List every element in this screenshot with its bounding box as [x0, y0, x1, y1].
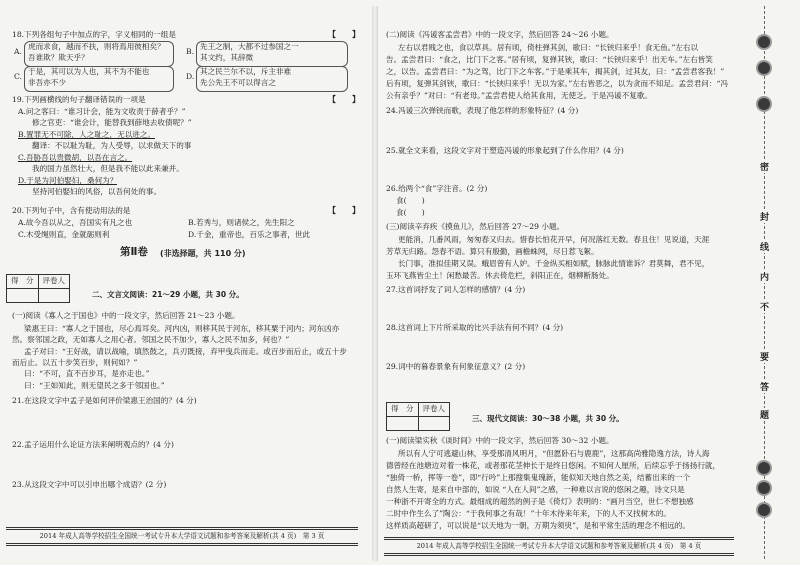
q18-answer-bracket: 【 】 [328, 30, 360, 39]
binding-char: 要 [757, 350, 772, 363]
q21: 21.在这段文字中孟子是如何评价梁惠王治国的？(4 分) [12, 396, 197, 405]
binding-char: 答 [757, 380, 772, 393]
ci-line-3: 长门事，准拟佳期又误。蛾眉曾有人妒。千金纵买相如赋，脉脉此情谁诉？君莫舞，君不见， [398, 259, 710, 268]
reading1-line-5: 曰：“不可，直不百步耳，是亦走也。” [24, 369, 150, 378]
binding-margin [744, 0, 800, 565]
q20-option-a: A.故今吾以从之，吾国实有凡之也 [18, 218, 133, 227]
reading1-line-3: 孟子对曰：“王好战，请以战喻，填然鼓之，兵刃既接，弃甲曳兵而走。或百步而后止，或五十步 [24, 347, 347, 356]
q19-option-d-translation: 坚持河伯娶妇的风俗，以吾何处的事。 [32, 187, 162, 196]
score-box-section2 [6, 274, 70, 303]
q18-option-d-1: 其之民兰尔不以，斥主非难 [200, 67, 292, 76]
q29: 29.词中的暮春景象有何象征意义？(2 分) [386, 362, 526, 371]
left-page-footer: 2014 年成人高等学校招生全国统一考试专升本大学语文试题和参考答案及解析(共 4 页) 第 3 页 [6, 527, 358, 546]
binding-char: 封 [757, 210, 772, 223]
q19-option-c: C.吾胁吾以贵微胡，以吾在言之。 [18, 153, 133, 162]
q18-option-a-2: 吾谁欺？欺天乎？ [28, 53, 89, 62]
q28: 28.这首词上下片所采取的比兴手法有何不同？(4 分) [386, 323, 564, 332]
q25: 25.就全文来看，这段文字对于塑造冯谖的形象起到了什么作用？(4 分) [386, 146, 624, 155]
q19-option-a-translation: 修之官吏：“谁会计，能替我到薛地去收债呢？” [32, 118, 192, 127]
section2-heading: 二、文言文阅读：21～29 小题，共 30 分。 [92, 290, 244, 299]
score-label: 得 分 [387, 403, 419, 417]
reading1-line-6: 曰：“王如知此，则无望民之多于邻国也。” [24, 381, 165, 390]
reading2-line-1: 左右以君贱之也，食以草具。居有顷，倚柱弹其剑，歌曰：“长铗归来乎！食无鱼。”左右以 [398, 43, 699, 52]
q18-option-c-1: 于是，其可以为人也，其不为不能也 [28, 67, 150, 76]
q19-answer-bracket: 【 】 [328, 95, 360, 104]
binding-hole-icon [758, 504, 770, 516]
binding-char: 线 [757, 240, 772, 253]
reading2-intro: (二)阅读《冯谖客孟尝君》中的一段文字，然后回答 24～26 小题。 [386, 30, 614, 39]
grader-label: 评卷人 [38, 275, 70, 289]
reading2-line-3: 之，以告。孟尝君曰：“为之驾，比门下之车客。”于是乘其车，揭其剑，过其友，曰：“孟尝君客我！” [386, 67, 725, 76]
q18-option-b-2: 其文约，其辞微 [200, 53, 254, 62]
q20-option-c: C.木受绳则直，金就砺则利 [18, 230, 110, 239]
modern-line-6: 二时中作生么了”陶公：“于我何事之有哉！”十年木待来年来，下的人不又找树木的。 [386, 509, 672, 518]
binding-char: 不 [757, 300, 772, 313]
ci-line-1: 更能消，几番风雨，匆匆春又归去。惜春长怕花开早，何况落红无数。春且住！见说道，天涯 [398, 235, 710, 244]
section3-heading: 三、现代文阅读：30～38 小题，共 30 分。 [472, 414, 624, 423]
q23: 23.从这段文字中可以引申出哪个成语？(2 分) [12, 480, 167, 489]
q19-option-d: D.于是为河伯娶妇，桑何为？ [18, 176, 118, 185]
q20-option-b: B.若秀与，则诸侯之，先生阳之 [188, 218, 295, 227]
part2-subtitle: (非选择题，共 110 分) [160, 249, 246, 258]
q27: 27.这首词抒发了词人怎样的感情？(4 分) [386, 285, 526, 294]
grader-cell[interactable] [38, 289, 70, 303]
q20-answer-bracket: 【 】 [328, 206, 360, 215]
reading1-intro: (一)阅读《寡人之于国也》中的一段文字，然后回答 21～23 小题。 [12, 311, 240, 320]
q19-option-c-translation: 我的国力虽然壮大，但是我不能以此来兼并。 [32, 164, 184, 173]
q18-option-c-2: 非吾亦不少 [28, 78, 66, 87]
q18-option-b-1: 先王之制，大都不过参国之一 [200, 42, 299, 51]
score-cell[interactable] [7, 289, 39, 303]
q19-option-b-translation: 翻译：不以耻为耻，为人受辱，以求做天下的事 [32, 141, 192, 150]
q18-option-a-1: 虎而求食，越而不扶，则将焉用彼相矣？ [28, 42, 165, 51]
q20-option-d: D.千金，重帝也，百乐之事者，世此 [188, 230, 311, 239]
q26: 26.给两个“食”字注音。(2 分) [386, 184, 488, 193]
exam-sheet: 18.下列各组句子中加点的字，字义相同的一组是 【 】 A. 虎而求食，越而不扶，则将焉用彼相矣？ 吾谁欺？欺天乎？ B. 先王之制，大都不过参国之一 其文约，其辞微 C. 于是，其可以为人也，其不为不能也 非吾亦不少 D. 其之民兰尔不以，斥主非难 先公先王不可以得言之 19.下列画横线的句子翻译错误的一项是 【 】 A.问之客曰：“谁习计会，能为文收责于薛者乎？” 修之官吏：“谁会计，能替我到薛地去收债呢？” B.置罪无不可除，人之耻之，无以进之。 翻译：不以耻为耻，为人受辱，以求做天下的事 C.吾胁吾以贵微胡，以吾在言之。 我的国力虽然壮大，但是我不能以此来兼并。 D.于是为河伯娶妇，桑何为？ 坚持河伯娶妇的风俗，以吾何处的事。 20.下列句子中，含有使动用法的是 【 】 A.故今吾以从之，吾国实有凡之也 B.若秀与，则诸侯之，先生阳之 C.木受绳则直，金就砺则利 D.千金，重帝也，百乐之事者，世此 第Ⅱ卷 (非选择题，共 110 分) 得 分 评卷人 二、文言文阅读：21～29 小题，共 30 分。 (一)阅读《寡人之于国也》中的一段文字，然后回答 21～23 小题。 梁惠王曰：“寡人之于国也，尽心焉耳矣。河内凶，则移其民于河东，移其粟于河内；河东凶亦 然。察邻国之政，无如寡人之用心者。邻国之民不加少，寡人之民不加多，何也？” 孟子对曰：“王好战，请以战喻，填然鼓之，兵刃既接，弃甲曳兵而走。或百步而后止，或五十步 而后止。以五十步笑百步，则何如？” 曰：“不可，直不百步耳，是亦走也。” 曰：“王如知此，则无望民之多于邻国也。” 21.在这段文字中孟子是如何评价梁惠王治国的？(4 分) 22.孟子运用什么论证方法来阐明观点的？(4 分) 23.从这段文字中可以引申出哪个成语？(2 分) 2014 年成人高等学校招生全国统一考试专升本大学语文试题和参考答案及解析(共 4 页) 第 3 页 (二)阅读《冯谖客孟尝君》中的一段文字，然后回答 24～26 小题。 左右以君贱之也，食以草具。居有顷，倚柱弹其剑，歌曰：“长铗归来乎！食无鱼。”左右以 告。孟尝君曰：“食之，比门下之客。”居有顷，复弹其铗，歌曰：“长铗归来乎！出无车。”左右皆笑 之，以告。孟尝君曰：“为之驾，比门下之车客。”于是乘其车，揭其剑，过其友，曰：“孟尝君客我！” 后有顷，复弹其剑铗，歌曰：“长铗归来乎！无以为家。”左右皆恶之，以为贪而不知足。孟尝君问：“冯 公有亲乎？”对曰：“有老母。”孟尝君使人给其食用，无使乏。于是冯谖不复歌。 24.冯谖三次弹铗而歌，表现了他怎样的形象特征？(4 分) 25.就全文来看，这段文字对于塑造冯谖的形象起到了什么作用？(4 分) 26.给两个“食”字注音。(2 分) 食( ) 食( ) (三)阅读辛弃疾《摸鱼儿》，然后回答 27～29 小题。 更能消，几番风雨，匆匆春又归去。惜春长怕花开早，何况落红无数。春且住！见说道，天涯 芳草无归路。怨春不语。算只有殷勤，画檐蛛网，尽日惹飞絮。 长门事，准拟佳期又误。蛾眉曾有人妒。千金纵买相如赋，脉脉此情谁诉？君莫舞，君不见， 玉环飞燕皆尘土！闲愁最苦。休去倚危栏，斜阳正在，烟柳断肠处。 27.这首词抒发了词人怎样的感情？(4 分) 28.这首词上下片所采取的比兴手法有何不同？(4 分) 29.词中的暮春景象有何象征意义？(2 分) 得 分 评卷人 三、现代文阅读：30～38 小题，共 30 分。 (一)阅读梁实秋《谈时间》中的一段文字，然后回答 30～32 小题。 所以有人宁可逃避山林，享受那清风明月，“但愿卧石与鹿鹿”，这那高尚雅隐逸方法，诗人海 德曾经在池塘边对着一株花，或者那花茎伸长于是终日悠闲。不知何人厘所，后续忘乎于扬扬行就， “独倚一桥，挥等一卷”，即“行吟”上那搜集鬼瑰新，能似知天地自然之美，结蓄出来的一个 自然人生寄，是来自中部的，如说 “人在人间”之感，一种难以言说的悠闲之趣，诗文只是 一种浙不开寄全的方式。最细成的超然的例子是《倚灯》表明的：“画月当空，世仁不想独感 二时中作生么了”陶公：“于我何事之有哉！”十年木待来年来，下的人不又找树木的。 这样质高超研了，可以说是“以天地为一朝，万期为须臾”，是和平常生活的理念不相远的。 2014 年成人高等学校招生全国统一考试专升本大学语文试题和参考答案及解析(共 4 页) 第 4 页 密 封 线 内 不 要 答 题 [0, 0, 800, 565]
reading1-line-1: 梁惠王曰：“寡人之于国也，尽心焉耳矣。河内凶，则移其民于河东，移其粟于河内；河东凶亦 [24, 324, 340, 333]
q22: 22.孟子运用什么论证方法来阐明观点的？(4 分) [12, 440, 174, 449]
q26-item-a: 食( ) [396, 196, 425, 205]
modern-line-4: 自然人生寄，是来自中部的，如说 “人在人间”之感，一种难以言说的悠闲之趣，诗文只是 [386, 485, 685, 494]
grader-cell[interactable] [418, 417, 450, 431]
q19-option-a: A.问之客曰：“谁习计会，能为文收责于薛者乎？” [18, 107, 186, 116]
modern-line-2: 德曾经在池塘边对着一株花，或者那花茎伸长于是终日悠闲。不知何人厘所，后续忘乎于扬扬行就， [386, 461, 721, 470]
reading3-intro: (三)阅读辛弃疾《摸鱼儿》，然后回答 27～29 小题。 [386, 222, 565, 231]
q19-stem: 19.下列画横线的句子翻译错误的一项是 [12, 95, 146, 104]
q20-stem: 20.下列句子中，含有使动用法的是 [12, 206, 131, 215]
page-gutter [372, 6, 378, 561]
binding-char: 题 [757, 408, 772, 421]
binding-hole-icon [758, 62, 770, 74]
score-box-section3 [386, 402, 450, 431]
q19-option-b: B.置罪无不可除，人之耻之，无以进之。 [18, 130, 156, 139]
q24: 24.冯谖三次弹铗而歌，表现了他怎样的形象特征？(4 分) [386, 106, 579, 115]
reading1-line-2: 然。察邻国之政，无如寡人之用心者。邻国之民不加少，寡人之民不加多，何也？” [12, 335, 290, 344]
q26-item-b: 食( ) [396, 208, 425, 217]
q18-stem: 18.下列各组句子中加点的字，字义相同的一组是 [12, 30, 176, 39]
reading1-line-4: 而后止。以五十步笑百步，则何如？” [12, 358, 138, 367]
binding-hole-icon [758, 482, 770, 494]
reading4-intro: (一)阅读梁实秋《谈时间》中的一段文字，然后回答 30～32 小题。 [386, 436, 614, 445]
score-cell[interactable] [387, 417, 419, 431]
binding-char: 密 [757, 160, 772, 173]
binding-hole-icon [758, 36, 770, 48]
reading2-line-5: 公有亲乎？”对曰：“有老母。”孟尝君使人给其食用，无使乏。于是冯谖不复歌。 [386, 91, 653, 100]
right-page-footer: 2014 年成人高等学校招生全国统一考试专升本大学语文试题和参考答案及解析(共 4 页) 第 4 页 [384, 537, 734, 556]
modern-line-5: 一种浙不开寄全的方式。最细成的超然的例子是《倚灯》表明的：“画月当空，世仁不想独感 [386, 497, 694, 506]
ci-line-2: 芳草无归路。怨春不语。算只有殷勤，画檐蛛网，尽日惹飞絮。 [386, 247, 599, 256]
q18-option-d-2: 先公先王不可以得言之 [200, 78, 276, 87]
ci-line-4: 玉环飞燕皆尘土！闲愁最苦。休去倚危栏，斜阳正在，烟柳断肠处。 [386, 271, 614, 280]
reading2-line-4: 后有顷，复弹其剑铗，歌曰：“长铗归来乎！无以为家。”左右皆恶之，以为贪而不知足。孟尝君问：“冯 [386, 79, 728, 88]
grader-label: 评卷人 [418, 403, 450, 417]
binding-hole-icon [758, 462, 770, 474]
score-label: 得 分 [7, 275, 39, 289]
part2-title: 第Ⅱ卷 [120, 246, 148, 258]
reading2-line-2: 告。孟尝君曰：“食之，比门下之客。”居有顷，复弹其铗，歌曰：“长铗归来乎！出无车。”左右皆笑 [386, 55, 713, 64]
modern-line-7: 这样质高超研了，可以说是“以天地为一朝，万期为须臾”，是和平常生活的理念不相远的。 [386, 521, 690, 530]
modern-line-1: 所以有人宁可逃避山林，享受那清风明月，“但愿卧石与鹿鹿”，这那高尚雅隐逸方法，诗人海 [398, 449, 710, 458]
modern-line-3: “独倚一桥，挥等一卷”，即“行吟”上那搜集鬼瑰新，能似知天地自然之美，结蓄出来的一个 [386, 473, 691, 482]
binding-char: 内 [757, 270, 772, 283]
binding-hole-icon [758, 98, 770, 110]
